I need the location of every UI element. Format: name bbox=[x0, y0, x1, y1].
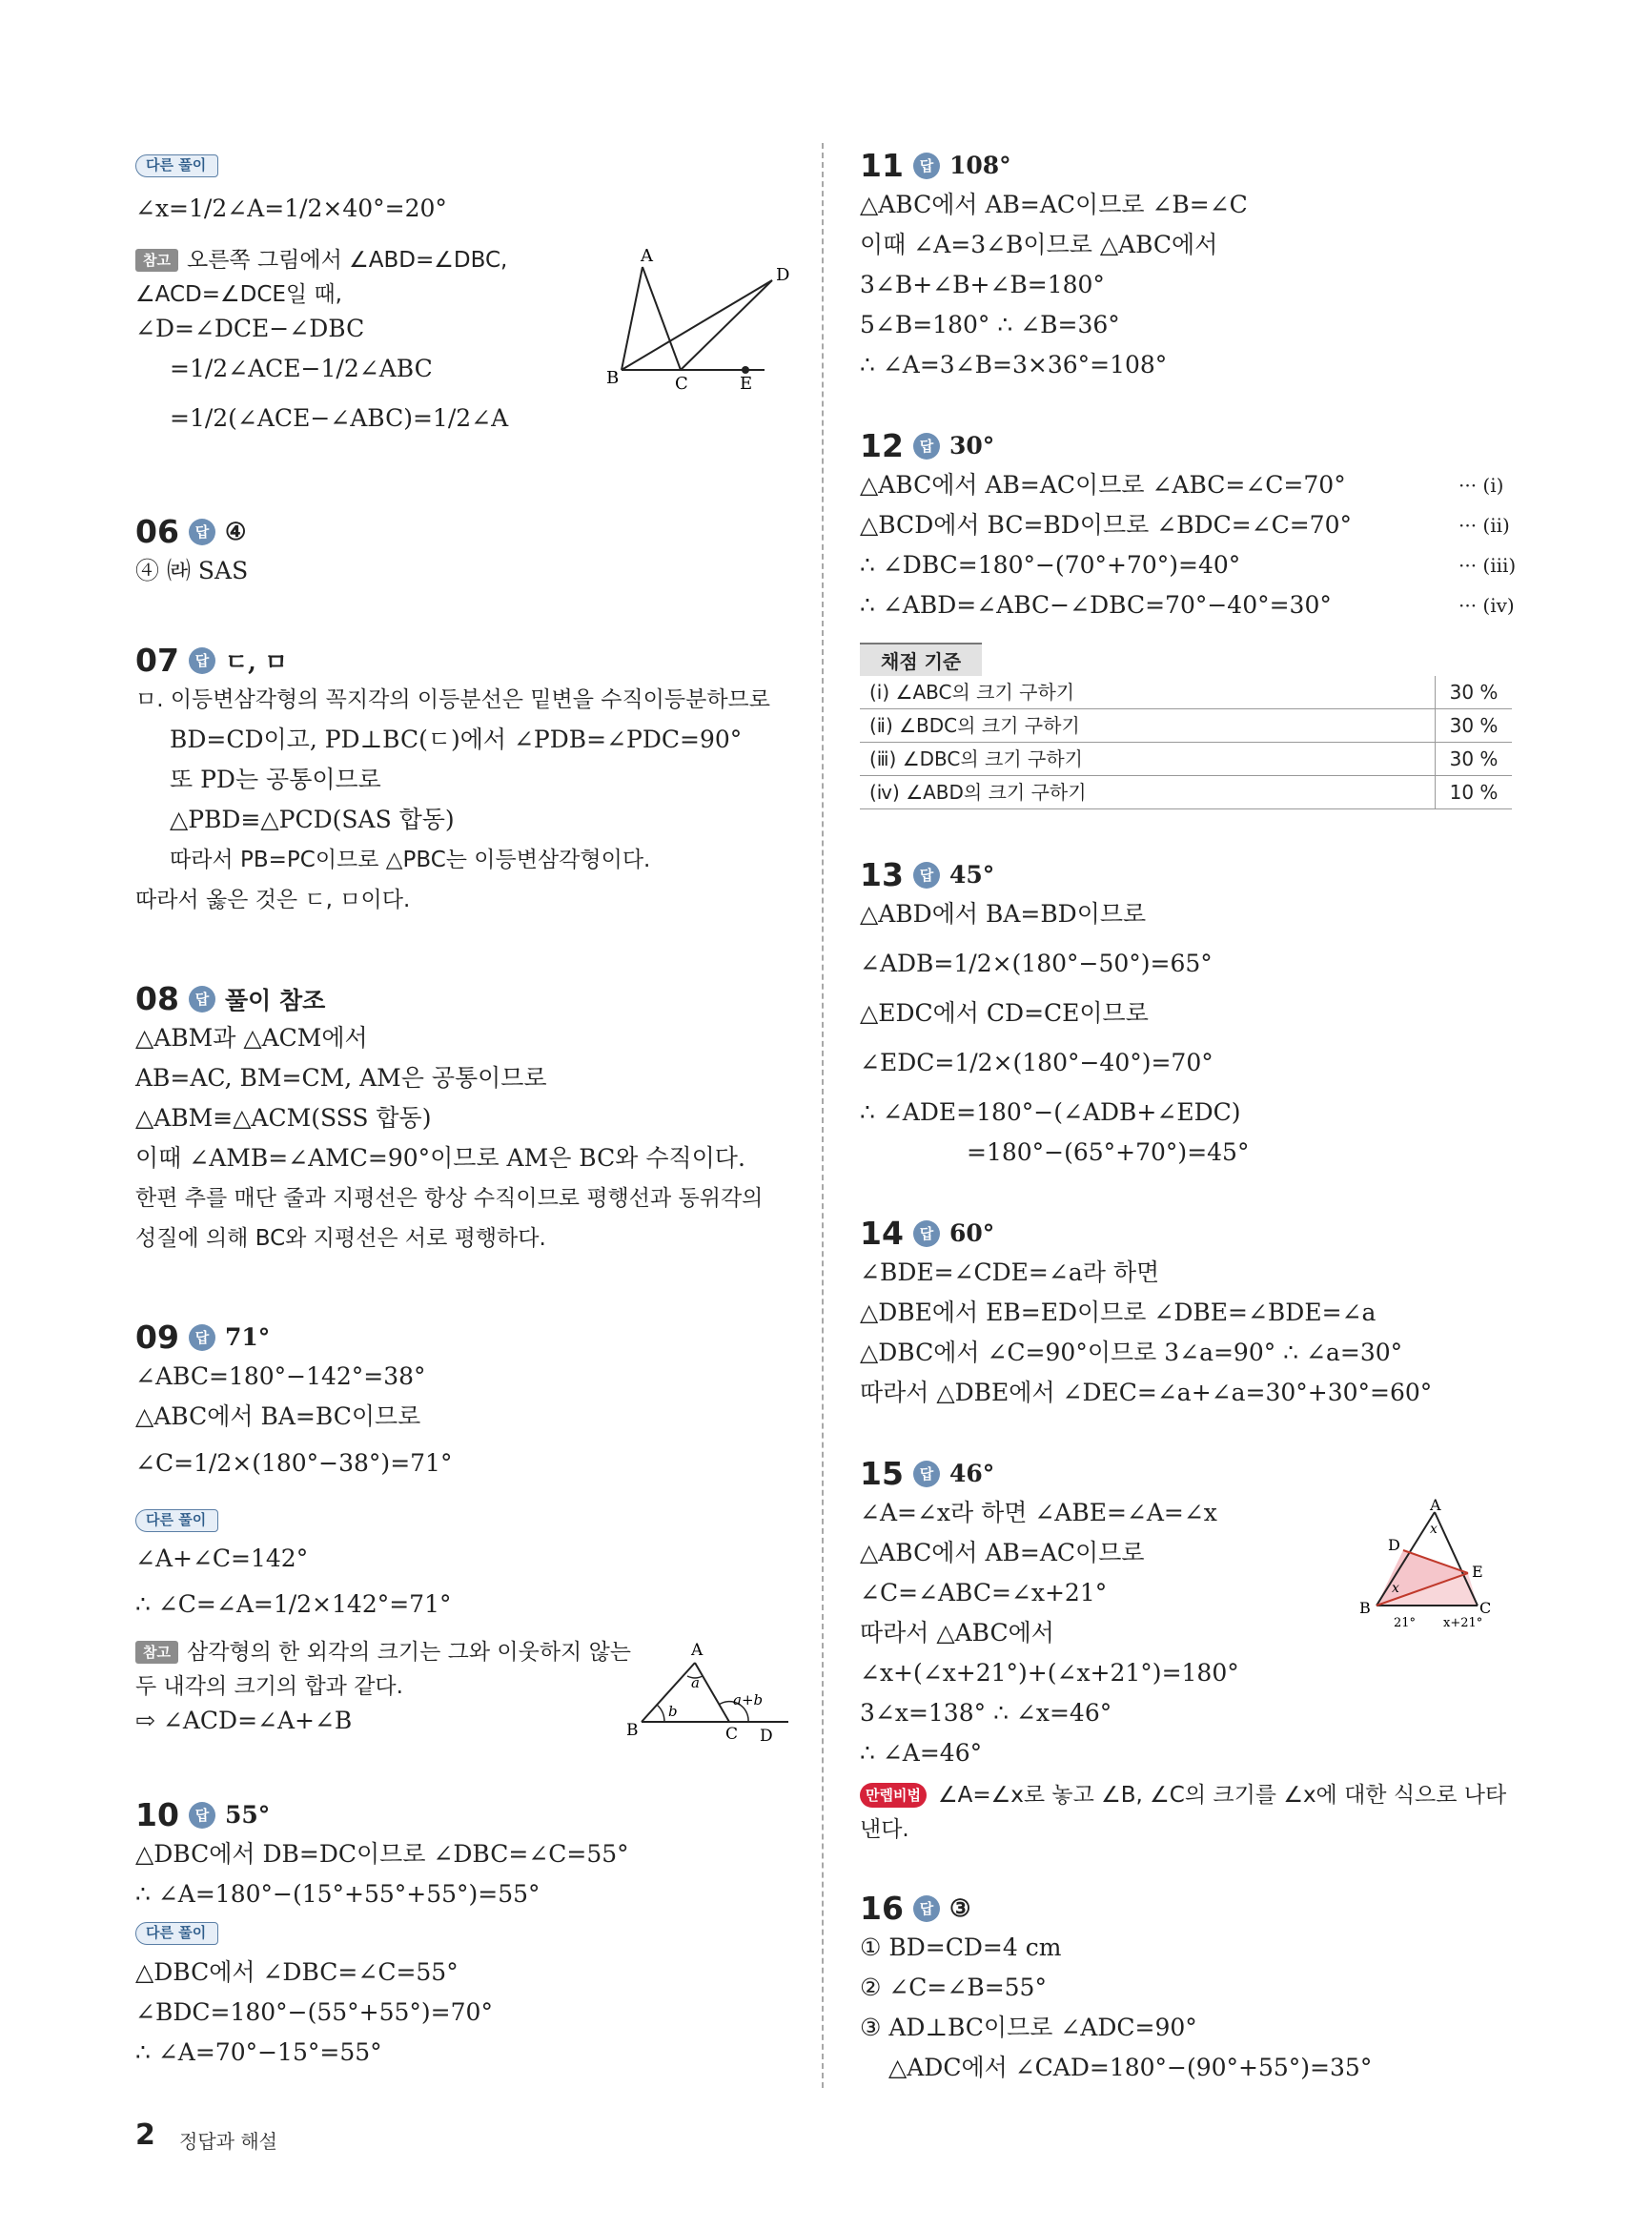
answer-text: ④ bbox=[224, 518, 247, 545]
p09-note-3: ⇨ ∠ACD=∠A+∠B bbox=[135, 1707, 353, 1734]
p09-line-3: ∠C=1/2×(180°−38°)=71° bbox=[135, 1449, 453, 1477]
p15-line-6: 3∠x=138° ∴ ∠x=46° bbox=[860, 1699, 1112, 1727]
p14-line-4: 따라서 △DBE에서 ∠DEC=∠a+∠a=30°+30°=60° bbox=[860, 1379, 1433, 1406]
p08-line-2: AB=AC, BM=CM, AM은 공통이므로 bbox=[135, 1064, 547, 1092]
table-row bbox=[860, 709, 1512, 743]
p07-line-1: ㅁ. 이등변삼각형의 꼭지각의 이등분선은 밑변을 수직이등분하므로 bbox=[135, 687, 770, 712]
answer-badge: 답 bbox=[913, 1220, 940, 1247]
label-angle-a: a bbox=[691, 1674, 700, 1691]
problem-number: 13 bbox=[860, 856, 904, 893]
triangle-diagram-isosceles bbox=[1356, 1496, 1518, 1644]
p16-line-1: ① BD=CD=4 cm bbox=[860, 1933, 1062, 1961]
triangle-diagram-exterior-angle bbox=[626, 1640, 793, 1749]
problem-number: 09 bbox=[135, 1319, 179, 1356]
problem-10-header bbox=[135, 1796, 270, 1833]
tip-tag: 만렙비법 bbox=[860, 1783, 927, 1808]
label-angle-x-plus-21: x+21° bbox=[1443, 1616, 1483, 1630]
intro-note-1: 오른쪽 그림에서 ∠ABD=∠DBC, bbox=[187, 248, 508, 273]
p11-line-3: 3∠B+∠B+∠B=180° bbox=[860, 271, 1105, 298]
problem-15-header bbox=[860, 1455, 994, 1492]
label-b: B bbox=[606, 368, 620, 388]
table-cell-percent: 30 % bbox=[1449, 680, 1499, 704]
p14-line-3: △DBC에서 ∠C=90°이므로 3∠a=90° ∴ ∠a=30° bbox=[860, 1339, 1403, 1366]
p13-line-4: ∠EDC=1/2×(180°−40°)=70° bbox=[860, 1049, 1214, 1076]
p15-line-2: △ABC에서 AB=AC이므로 bbox=[860, 1539, 1145, 1566]
p08-line-4: 이때 ∠AMB=∠AMC=90°이므로 AM은 BC와 수직이다. bbox=[135, 1144, 745, 1172]
p13-line-1: △ABD에서 BA=BD이므로 bbox=[860, 900, 1147, 928]
answer-text: 60° bbox=[948, 1219, 995, 1247]
label-c: C bbox=[725, 1725, 739, 1744]
answer-badge: 답 bbox=[913, 1895, 940, 1922]
p08-line-6: 성질에 의해 BC와 지평선은 서로 평행하다. bbox=[135, 1226, 546, 1251]
table-cell-criterion: (ⅳ) ∠ABD의 크기 구하기 bbox=[860, 776, 1436, 808]
answer-badge: 답 bbox=[189, 1324, 215, 1351]
table-cell-criterion: (ⅰ) ∠ABC의 크기 구하기 bbox=[860, 676, 1436, 708]
p15-line-5: ∠x+(∠x+21°)+(∠x+21°)=180° bbox=[860, 1659, 1239, 1687]
label-b: B bbox=[626, 1721, 639, 1740]
p15-line-3: ∠C=∠ABC=∠x+21° bbox=[860, 1579, 1108, 1606]
label-d: D bbox=[760, 1727, 773, 1746]
p15-tip-2: 낸다. bbox=[860, 1817, 909, 1842]
alt-solution-tag: 다른 풀이 bbox=[135, 154, 218, 177]
answer-badge: 답 bbox=[913, 862, 940, 889]
p12-mark-4: ··· (ⅳ) bbox=[1458, 594, 1515, 617]
p11-line-5: ∴ ∠A=3∠B=3×36°=108° bbox=[860, 351, 1168, 378]
p07-line-3: 또 PD는 공통이므로 bbox=[170, 766, 381, 793]
label-d: D bbox=[776, 265, 790, 285]
problem-07-header bbox=[135, 642, 288, 679]
answer-badge: 답 bbox=[189, 1802, 215, 1829]
p10-line-2: ∴ ∠A=180°−(15°+55°+55°)=55° bbox=[135, 1880, 540, 1908]
p08-line-3: △ABM≡△ACM(SSS 합동) bbox=[135, 1104, 432, 1132]
problem-06-header bbox=[135, 513, 246, 550]
problem-number: 15 bbox=[860, 1455, 904, 1492]
p14-line-2: △DBE에서 EB=ED이므로 ∠DBE=∠BDE=∠a bbox=[860, 1299, 1377, 1326]
answer-badge: 답 bbox=[913, 153, 940, 179]
answer-text: 55° bbox=[224, 1801, 271, 1829]
problem-11-header bbox=[860, 147, 1011, 184]
p12-mark-1: ··· (ⅰ) bbox=[1458, 474, 1504, 497]
intro-note-5: =1/2(∠ACE−∠ABC)=1/2∠A bbox=[170, 404, 509, 432]
p12-mark-3: ··· (ⅲ) bbox=[1458, 554, 1517, 577]
label-angle-x-top: x bbox=[1430, 1522, 1438, 1537]
p10-line-3: △DBC에서 ∠DBC=∠C=55° bbox=[135, 1958, 459, 1986]
answer-text: ㄷ, ㅁ bbox=[224, 647, 288, 676]
table-row bbox=[860, 776, 1512, 809]
page-number: 2 bbox=[135, 2118, 155, 2152]
ref-tag: 참고 bbox=[135, 249, 178, 272]
label-angle-a-plus-b: a+b bbox=[733, 1691, 764, 1708]
problem-13-header bbox=[860, 856, 994, 893]
p15-line-1: ∠A=∠x라 하면 ∠ABE=∠A=∠x bbox=[860, 1499, 1217, 1526]
problem-number: 11 bbox=[860, 147, 904, 184]
p15-tip-1: ∠A=∠x로 놓고 ∠B, ∠C의 크기를 ∠x에 대한 식으로 나타 bbox=[938, 1783, 1507, 1808]
answer-text: 108° bbox=[948, 152, 1011, 179]
answer-text: 45° bbox=[948, 861, 995, 889]
label-angle-x-bottom: x bbox=[1392, 1581, 1399, 1596]
p08-line-5: 한편 추를 매단 줄과 지평선은 항상 수직이므로 평행선과 동위각의 bbox=[135, 1186, 764, 1211]
p09-line-1: ∠ABC=180°−142°=38° bbox=[135, 1362, 426, 1390]
p06-line-1: ④ ㈑ SAS bbox=[135, 557, 249, 584]
p10-line-5: ∴ ∠A=70°−15°=55° bbox=[135, 2038, 382, 2066]
p13-line-2: ∠ADB=1/2×(180°−50°)=65° bbox=[860, 950, 1213, 977]
p09-line-2: △ABC에서 BA=BC이므로 bbox=[135, 1402, 421, 1430]
problem-12-header bbox=[860, 427, 994, 464]
answer-badge: 답 bbox=[913, 1461, 940, 1487]
p13-line-6: =180°−(65°+70°)=45° bbox=[967, 1138, 1250, 1166]
problem-14-header bbox=[860, 1215, 994, 1252]
ref-tag: 참고 bbox=[135, 1641, 178, 1664]
label-b: B bbox=[1359, 1599, 1371, 1617]
problem-number: 12 bbox=[860, 427, 904, 464]
table-cell-percent: 10 % bbox=[1449, 780, 1499, 804]
problem-number: 07 bbox=[135, 642, 179, 679]
answer-text: 46° bbox=[948, 1460, 995, 1487]
alt-solution-tag: 다른 풀이 bbox=[135, 1509, 218, 1532]
label-d: D bbox=[1388, 1536, 1400, 1554]
p07-line-6: 따라서 옳은 것은 ㄷ, ㅁ이다. bbox=[135, 888, 411, 912]
table-cell-percent: 30 % bbox=[1449, 713, 1499, 737]
answer-text: ③ bbox=[948, 1894, 971, 1922]
p09-line-4: ∠A+∠C=142° bbox=[135, 1545, 309, 1572]
table-cell-percent: 30 % bbox=[1449, 747, 1499, 770]
p13-line-5: ∴ ∠ADE=180°−(∠ADB+∠EDC) bbox=[860, 1098, 1241, 1126]
p07-line-2: BD=CD이고, PD⊥BC(ㄷ)에서 ∠PDB=∠PDC=90° bbox=[170, 726, 743, 753]
problem-number: 16 bbox=[860, 1890, 904, 1927]
answer-text: 30° bbox=[948, 432, 995, 460]
table-cell-criterion: (ⅱ) ∠BDC의 크기 구하기 bbox=[860, 709, 1436, 742]
answer-badge: 답 bbox=[913, 433, 940, 460]
p15-line-7: ∴ ∠A=46° bbox=[860, 1739, 983, 1767]
intro-line-1: ∠x=1/2∠A=1/2×40°=20° bbox=[135, 194, 447, 222]
p12-line-2: △BCD에서 BC=BD이므로 ∠BDC=∠C=70° bbox=[860, 511, 1352, 539]
label-c: C bbox=[675, 374, 688, 394]
problem-number: 14 bbox=[860, 1215, 904, 1252]
grading-table-title: 채점 기준 bbox=[860, 643, 982, 676]
intro-note-4: =1/2∠ACE−1/2∠ABC bbox=[170, 355, 433, 382]
table-row bbox=[860, 676, 1512, 709]
grading-table bbox=[860, 643, 1512, 809]
p16-line-2: ② ∠C=∠B=55° bbox=[860, 1974, 1047, 2001]
p09-line-5: ∴ ∠C=∠A=1/2×142°=71° bbox=[135, 1590, 452, 1618]
answer-badge: 답 bbox=[189, 519, 215, 545]
p16-line-3: ③ AD⊥BC이므로 ∠ADC=90° bbox=[860, 2014, 1197, 2041]
column-divider bbox=[822, 143, 824, 2088]
p12-mark-2: ··· (ⅱ) bbox=[1458, 514, 1510, 537]
problem-number: 06 bbox=[135, 513, 179, 550]
p12-line-3: ∴ ∠DBC=180°−(70°+70°)=40° bbox=[860, 551, 1241, 579]
p11-line-1: △ABC에서 AB=AC이므로 ∠B=∠C bbox=[860, 191, 1248, 218]
problem-09-header bbox=[135, 1319, 270, 1356]
triangle-diagram-abd bbox=[606, 246, 793, 394]
answer-badge: 답 bbox=[189, 986, 215, 1013]
label-e: E bbox=[740, 374, 753, 394]
label-angle-21: 21° bbox=[1394, 1616, 1417, 1630]
label-a: A bbox=[1430, 1496, 1441, 1514]
p10-line-4: ∠BDC=180°−(55°+55°)=70° bbox=[135, 1998, 493, 2026]
p09-note-2: 두 내각의 크기의 합과 같다. bbox=[135, 1674, 403, 1699]
p11-line-4: 5∠B=180° ∴ ∠B=36° bbox=[860, 311, 1120, 338]
p16-line-4: △ADC에서 ∠CAD=180°−(90°+55°)=35° bbox=[888, 2054, 1373, 2081]
label-c: C bbox=[1479, 1599, 1492, 1617]
p11-line-2: 이때 ∠A=3∠B이므로 △ABC에서 bbox=[860, 231, 1218, 258]
alt-solution-tag: 다른 풀이 bbox=[135, 1922, 218, 1945]
table-row bbox=[860, 743, 1512, 776]
table-cell-criterion: (ⅲ) ∠DBC의 크기 구하기 bbox=[860, 743, 1436, 775]
label-a: A bbox=[691, 1641, 704, 1660]
p12-line-1: △ABC에서 AB=AC이므로 ∠ABC=∠C=70° bbox=[860, 471, 1346, 499]
p10-line-1: △DBC에서 DB=DC이므로 ∠DBC=∠C=55° bbox=[135, 1840, 629, 1868]
p13-line-3: △EDC에서 CD=CE이므로 bbox=[860, 999, 1149, 1027]
problem-number: 10 bbox=[135, 1796, 179, 1833]
p07-line-4: △PBD≡△PCD(SAS 합동) bbox=[170, 806, 455, 833]
problem-08-header bbox=[135, 980, 325, 1017]
p12-line-4: ∴ ∠ABD=∠ABC−∠DBC=70°−40°=30° bbox=[860, 591, 1332, 619]
label-e: E bbox=[1472, 1563, 1483, 1581]
problem-16-header bbox=[860, 1890, 970, 1927]
label-a: A bbox=[641, 246, 653, 266]
p08-line-1: △ABM과 △ACM에서 bbox=[135, 1024, 368, 1052]
p09-note-1: 삼각형의 한 외각의 크기는 그와 이웃하지 않는 bbox=[187, 1640, 632, 1665]
intro-note-3: ∠D=∠DCE−∠DBC bbox=[135, 315, 365, 342]
answer-badge: 답 bbox=[189, 647, 215, 674]
p14-line-1: ∠BDE=∠CDE=∠a라 하면 bbox=[860, 1258, 1160, 1286]
answer-text: 풀이 참조 bbox=[224, 986, 326, 1014]
footer-title: 정답과 해설 bbox=[179, 2130, 277, 2153]
p15-line-4: 따라서 △ABC에서 bbox=[860, 1619, 1054, 1647]
intro-note-2: ∠ACD=∠DCE일 때, bbox=[135, 282, 342, 307]
problem-number: 08 bbox=[135, 980, 179, 1017]
answer-text: 71° bbox=[224, 1323, 271, 1351]
p07-line-5: 따라서 PB=PC이므로 △PBC는 이등변삼각형이다. bbox=[170, 848, 651, 872]
label-angle-b: b bbox=[668, 1703, 678, 1720]
